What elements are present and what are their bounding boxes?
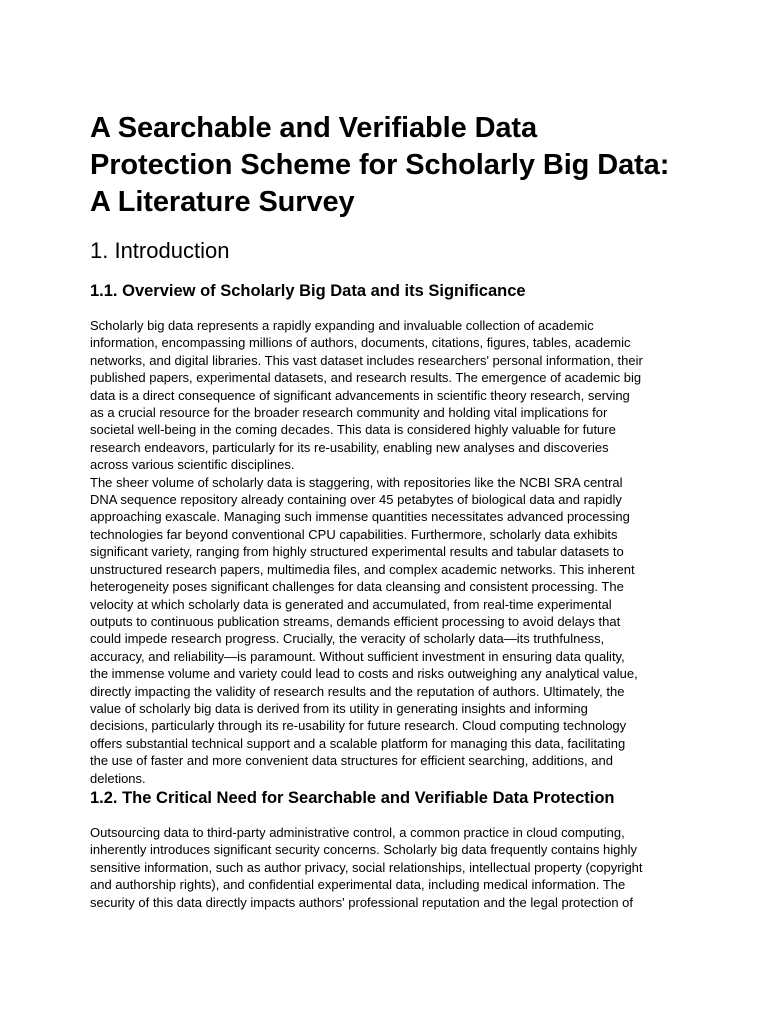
document-title: A Searchable and Verifiable Data Protection Scheme for Scholarly Big Data: A Literature Survey [90,112,670,218]
subsection-heading-overview: 1.1. Overview of Scholarly Big Data and its Significance [90,282,526,300]
section-heading-introduction: 1. Introduction [90,238,230,263]
overview-paragraph-2: The sheer volume of scholarly data is staggering, with repositories like the NCBI SRA central DNA sequence repository already containing over 45 petabytes of biological data and rapidly approaching exascale. Managing such immense quantities necessitates advanced processing technologies far beyond conventional CPU capabilities. Furthermore, scholarly data exhibits significant variety, ranging from highly structured experimental results and tabular datasets to unstructured research papers, multimedia files, and complex academic networks. This inherent heterogeneity poses significant challenges for data cleansing and consistent processing. The velocity at which scholarly data is generated and accumulated, from real-time experimental outputs to continuous publication streams, demands efficient processing to avoid delays that could impede research progress. Crucially, the veracity of scholarly data—its truthfulness, accuracy, and reliability—is paramount. Without sufficient investment in ensuring data quality, the immense volume and variety could lead to costs and risks outweighing any analytical value, directly impacting the validity of research results and the reputation of authors. Ultimately, the value of scholarly big data is derived from its utility in generating insights and informing decisions, particularly through its re-usability for future research. Cloud computing technology offers substantial technical support and a scalable platform for managing this data, facilitating the use of faster and more convenient data structures for efficient searching, additions, and deletions. [90,474,638,786]
overview-paragraph-1: Scholarly big data represents a rapidly expanding and invaluable collection of academic information, encompassing millions of authors, documents, citations, figures, tables, academic networks, and digital libraries. This vast dataset includes researchers' personal information, their published papers, experimental datasets, and research results. The emergence of academic big data is a direct consequence of significant advancements in scientific theory research, serving as a crucial resource for the broader research community and holding vital implications for societal well-being in the coming decades. This data is considered highly valuable for future research endeavors, particularly for its re-usability, enabling new analyses and discoveries across various scientific disciplines. [90,318,643,473]
critical-need-paragraph-1: Outsourcing data to third-party administrative control, a common practice in cloud computing, inherently introduces significant security concerns. Scholarly big data frequently contains highly sensitive information, such as author privacy, social relationships, intellectual property (copyright and authorship rights), and confidential experimental data, including medical information. The security of this data directly impacts authors' professional reputation and the legal protection of [90,824,643,910]
subsection-heading-critical-need: 1.2. The Critical Need for Searchable and Verifiable Data Protection [90,788,615,807]
